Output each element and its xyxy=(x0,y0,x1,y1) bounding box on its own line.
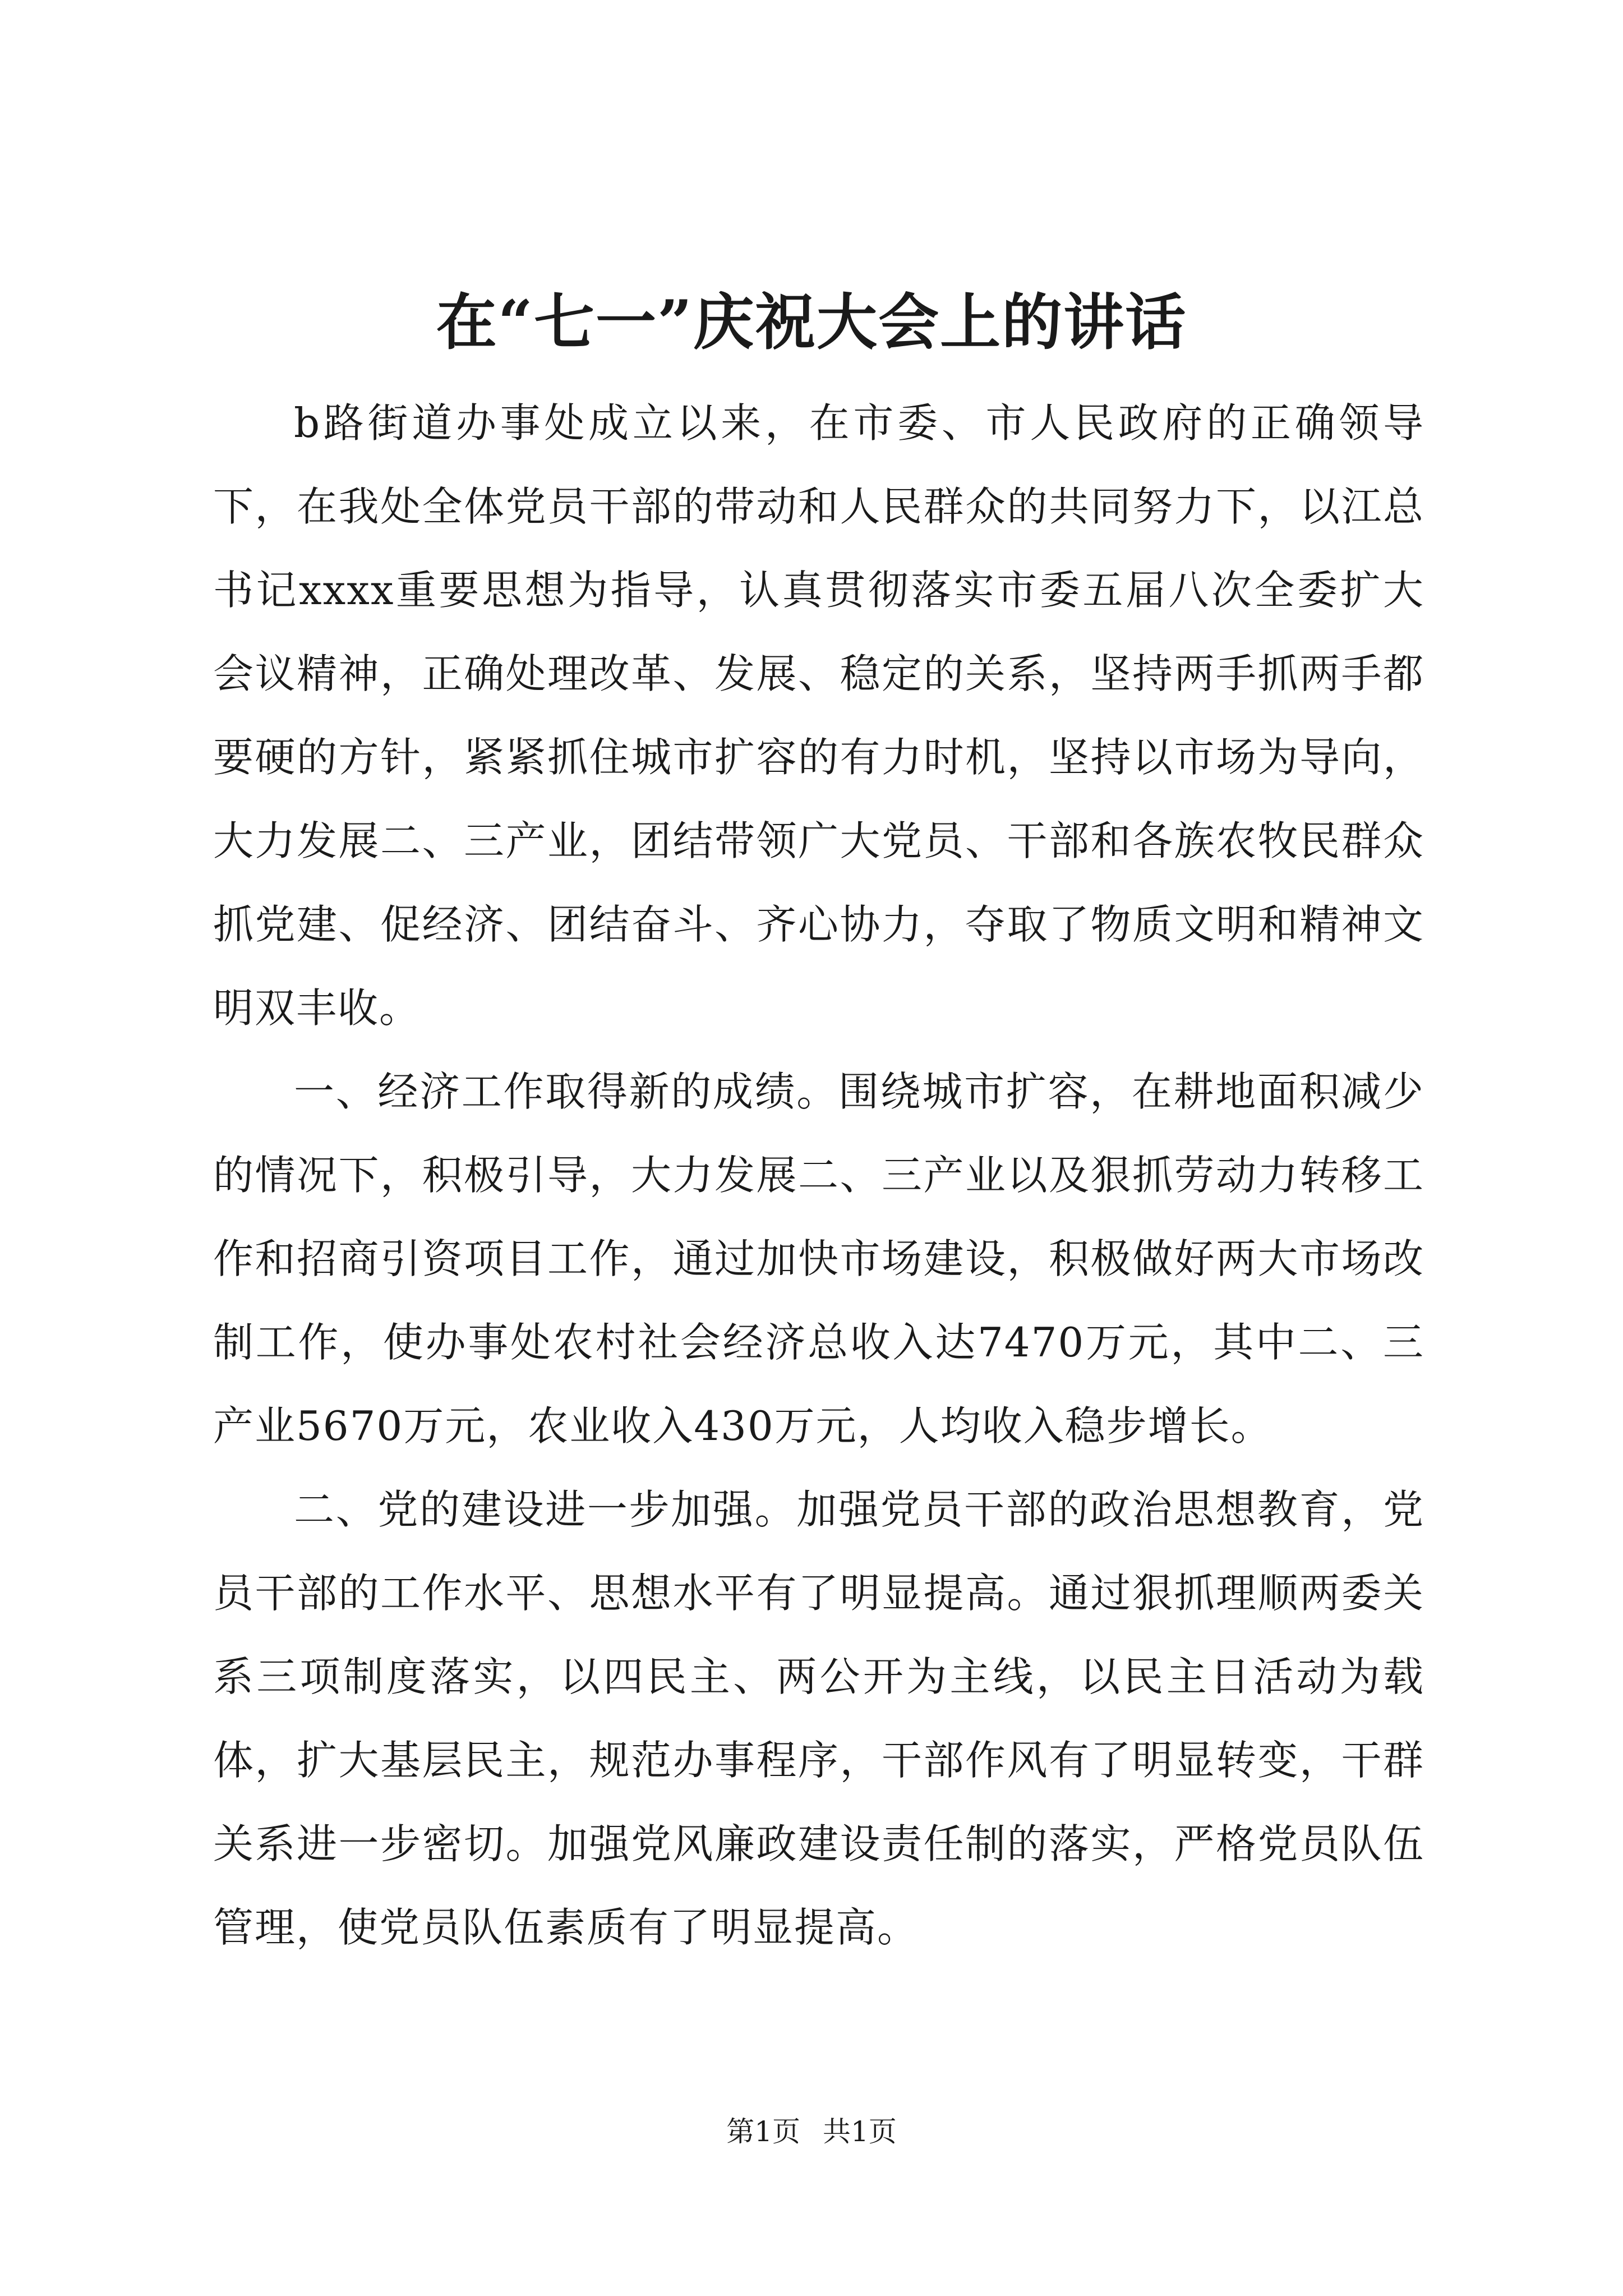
document-body xyxy=(213,381,1424,1970)
paragraph-party-building: 二、党的建设进一步加强。加强党员干部的政治思想教育，党员干部的工作水平、思想水平有了明显提高。通过狠抓理顺两委关系三项制度落实，以四民主、两公开为主线，以民主日活动为载体，扩大基层民主，规范办事程序，干部作风有了明显转变，干群关系进一步密切。加强党风廉政建设责任制的落实，严格党员队伍管理，使党员队伍素质有了明显提高。 xyxy=(213,1486,1424,1951)
page-number-total: 共1页 xyxy=(822,2115,897,2148)
document-title: 在“七一”庆祝大会上的讲话 xyxy=(436,287,1187,358)
page-number-current: 第1页 xyxy=(726,2115,801,2148)
paragraph-economy: 一、经济工作取得新的成绩。围绕城市扩容，在耕地面积减少的情况下，积极引导，大力发展二、三产业以及狠抓劳动力转移工作和招商引资项目工作，通过加快市场建设，积极做好两大市场改制工作，使办事处农村社会经济总收入达7470万元，其中二、三产业5670万元，农业收入430万元，人均收入稳步增长。 xyxy=(213,1068,1424,1450)
paragraph-intro: b路街道办事处成立以来，在市委、市人民政府的正确领导下，在我处全体党员干部的带动和人民群众的共同努力下，以江总书记xxxx重要思想为指导，认真贯彻落实市委五届八次全委扩大会议精神，正确处理改革、发展、稳定的关系，坚持两手抓两手都要硬的方针，紧紧抓住城市扩容的有力时机，坚持以市场为导向，大力发展二、三产业，团结带领广大党员、干部和各族农牧民群众抓党建、促经济、团结奋斗、齐心协力，夺取了物质文明和精神文明双丰收。 xyxy=(213,399,1424,1032)
page-footer xyxy=(0,2112,1623,2151)
